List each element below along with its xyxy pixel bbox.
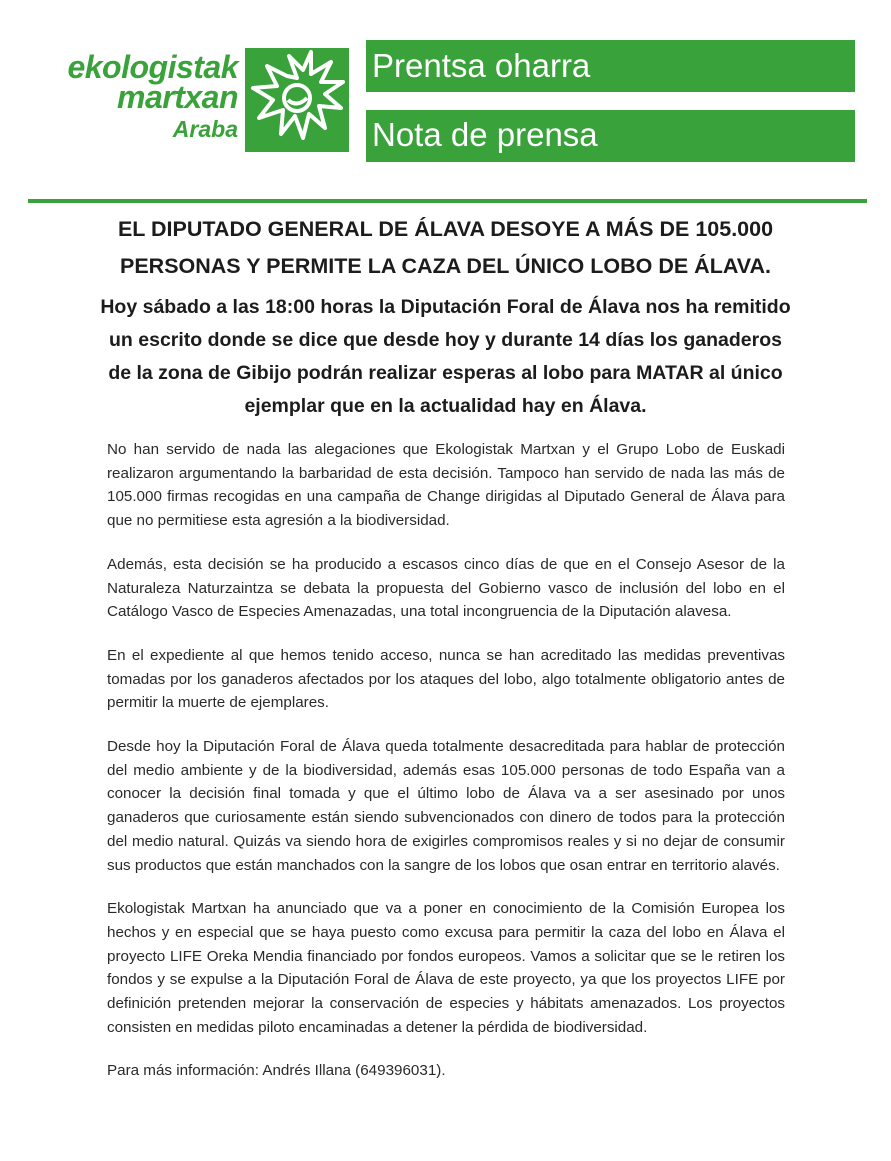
logo-wordmark <box>38 49 238 146</box>
organization-logo <box>38 48 350 158</box>
press-release-label-spanish: Nota de prensa <box>366 110 855 162</box>
logo-line-3: Araba <box>172 116 238 142</box>
header-divider <box>28 199 867 203</box>
contact-info: Para más información: Andrés Illana (649396031). <box>107 1062 446 1080</box>
paragraph: Además, esta decisión se ha producido a escasos cinco días de que en el Consejo Asesor de la Naturaleza Naturzaintza se debata la propuesta del Gobierno vasco de inclusión del lobo en el Catálogo Vasco de Especies Amenazadas, una total incongruencia de la Diputación alavesa. <box>107 555 785 621</box>
paragraph: Ekologistak Martxan ha anunciado que va a poner en conocimiento de la Comisión Europea los hechos y en especial que se haya puesto como excusa para permitir la caza del lobo en Álava el proyecto LIFE Oreka Mendia financiado por fondos europeos. Vamos a solicitar que se le retiren los fondos y se expulse a la Diputación Foral de Álava de este proyecto, ya que los proyectos LIFE por definición pretenden mejorar la conservación de especies y hábitats amenazados. Los proyectos consisten en medidas piloto encaminadas a detener la pérdida de biodiversidad. <box>107 900 785 1036</box>
logo-line-1: ekologistak <box>67 49 238 85</box>
subheadline: Hoy sábado a las 18:00 horas la Diputación Foral de Álava nos ha remitido un escrito donde se dice que desde hoy y durante 14 días los ganaderos de la zona de Gibijo podrán realizar esperas al lobo para MATAR al único ejemplar que en la actualidad hay en Álava. <box>100 296 791 417</box>
sun-emblem-icon <box>245 48 349 152</box>
press-release-label-basque: Prentsa oharra <box>366 40 855 92</box>
paragraph: Desde hoy la Diputación Foral de Álava queda totalmente desacreditada para hablar de protección del medio ambiente y de la biodiversidad, además esas 105.000 personas de todo España van a conocer la decisión final tomada y que el último lobo de Álava va a ser asesinado por unos ganaderos que curiosamente están siendo subvencionados con dinero de todos para la protección del medio natural. Quizás va siendo hora de exigirles compromisos reales y si no dejar de consumir sus productos que están manchados con la sangre de los lobos que osan entrar en territorio alavés. <box>107 738 785 874</box>
logo-line-2: martxan <box>117 79 238 115</box>
headline: EL DIPUTADO GENERAL DE ÁLAVA DESOYE A MÁS DE 105.000 PERSONAS Y PERMITE LA CAZA DEL ÚNICO LOBO DE ÁLAVA. <box>117 217 774 278</box>
article-body <box>107 438 785 1103</box>
paragraph: No han servido de nada las alegaciones que Ekologistak Martxan y el Grupo Lobo de Euskadi realizaron argumentando la barbaridad de esta decisión. Tampoco han servido de nada las más de 105.000 firmas recogidas en una campaña de Change dirigidas al Diputado General de Álava para que no permitiese esta agresión a la biodiversidad. <box>107 441 785 530</box>
paragraph: En el expediente al que hemos tenido acceso, nunca se han acreditado las medidas preventivas tomadas por los ganaderos afectados por los ataques del lobo, algo totalmente obligatorio antes de permitir la muerte de ejemplares. <box>107 646 785 712</box>
